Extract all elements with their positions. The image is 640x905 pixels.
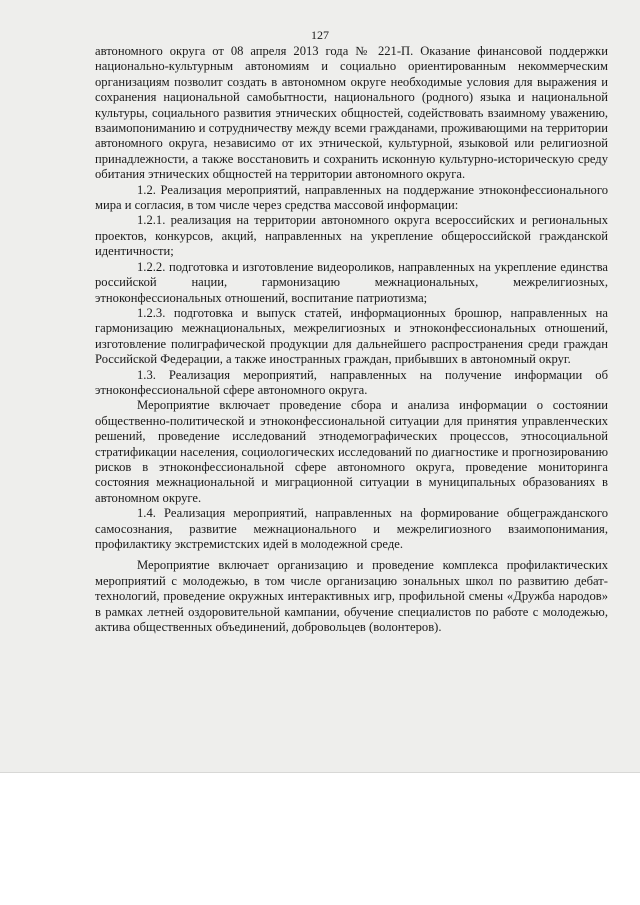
paragraph-1-4-description: Мероприятие включает организацию и проведение комплекса профилактических мероприятий с молодежью, в том числе организацию зональных школ по развитию дебат-технологий, проведение окружных интерактивных игр, профильной смены «Дружба народов» в рамках летней оздоровительной кампании, обучение специалистов по работе с молодежью, актива общественных объединений, добровольцев (волонтеров). — [95, 558, 608, 635]
paragraph-1-2-2: 1.2.2. подготовка и изготовление видеороликов, направленных на укрепление единства российской нации, гармонизацию межнациональных, межрелигиозных, этноконфессиональных отношений, воспитание патриотизма; — [95, 259, 608, 305]
paragraph-1-2: 1.2. Реализация мероприятий, направленных на поддержание этноконфессионального мира и согласия, в том числе через средства массовой информации: — [95, 182, 608, 213]
paragraph-1-2-1: 1.2.1. реализация на территории автономного округа всероссийских и региональных проектов, конкурсов, акций, направленных на укрепление общероссийской гражданской идентичности; — [95, 213, 608, 259]
page-number: 127 — [311, 28, 329, 42]
paragraph-financial-support: автономного округа от 08 апреля 2013 года № 221-П. Оказание финансовой поддержки национально-культурным автономиям и социально ориентированным некоммерческим организациям позволит создать в автономном округе необходимые условия для выражения и сохранения национальной самобытности, национального (родного) языка и национальной культуры, социального развития этнических общностей, содействовать взаимному уважению, взаимопониманию и сотрудничеству между всеми гражданами, проживающими на территории автономного округа, независимо от их этнической, культурной, языковой или религиозной принадлежности, а также восстановить и сохранить исконную культурно-историческую среду обитания этнических общностей на территории автономного округа. — [95, 44, 608, 182]
paragraph-1-4: 1.4. Реализация мероприятий, направленных на формирование общегражданского самосознания, развитие межнационального и межрелигиозного взаимопонимания, профилактику экстремистских идей в молодежной среде. — [95, 506, 608, 551]
paragraph-1-3-description: Мероприятие включает проведение сбора и анализа информации о состоянии общественно-политической и этноконфессиональной ситуации для принятия управленческих решений, проведение исследований этнодемографических процессов, этносоциальной стратификации населения, социологических исследований по диагностике и прогнозированию рисков в этноконфессиональной сфере автономного округа, проведение мониторинга состояния межнациональной и миграционной ситуации в муниципальных образованиях в автономном округе. — [95, 398, 608, 505]
paragraph-1-2-3: 1.2.3. подготовка и выпуск статей, информационных брошюр, направленных на гармонизацию межнациональных, межрелигиозных и этноконфессиональных отношений, изготовление полиграфической продукции для дальнейшего распространения среди граждан Российской Федерации, а также иностранных граждан, прибывших в автономный округ. — [95, 305, 608, 367]
paragraph-1-3: 1.3. Реализация мероприятий, направленных на получение информации об этноконфессиональной сфере автономного округа. — [95, 367, 608, 397]
document-body — [95, 44, 608, 635]
